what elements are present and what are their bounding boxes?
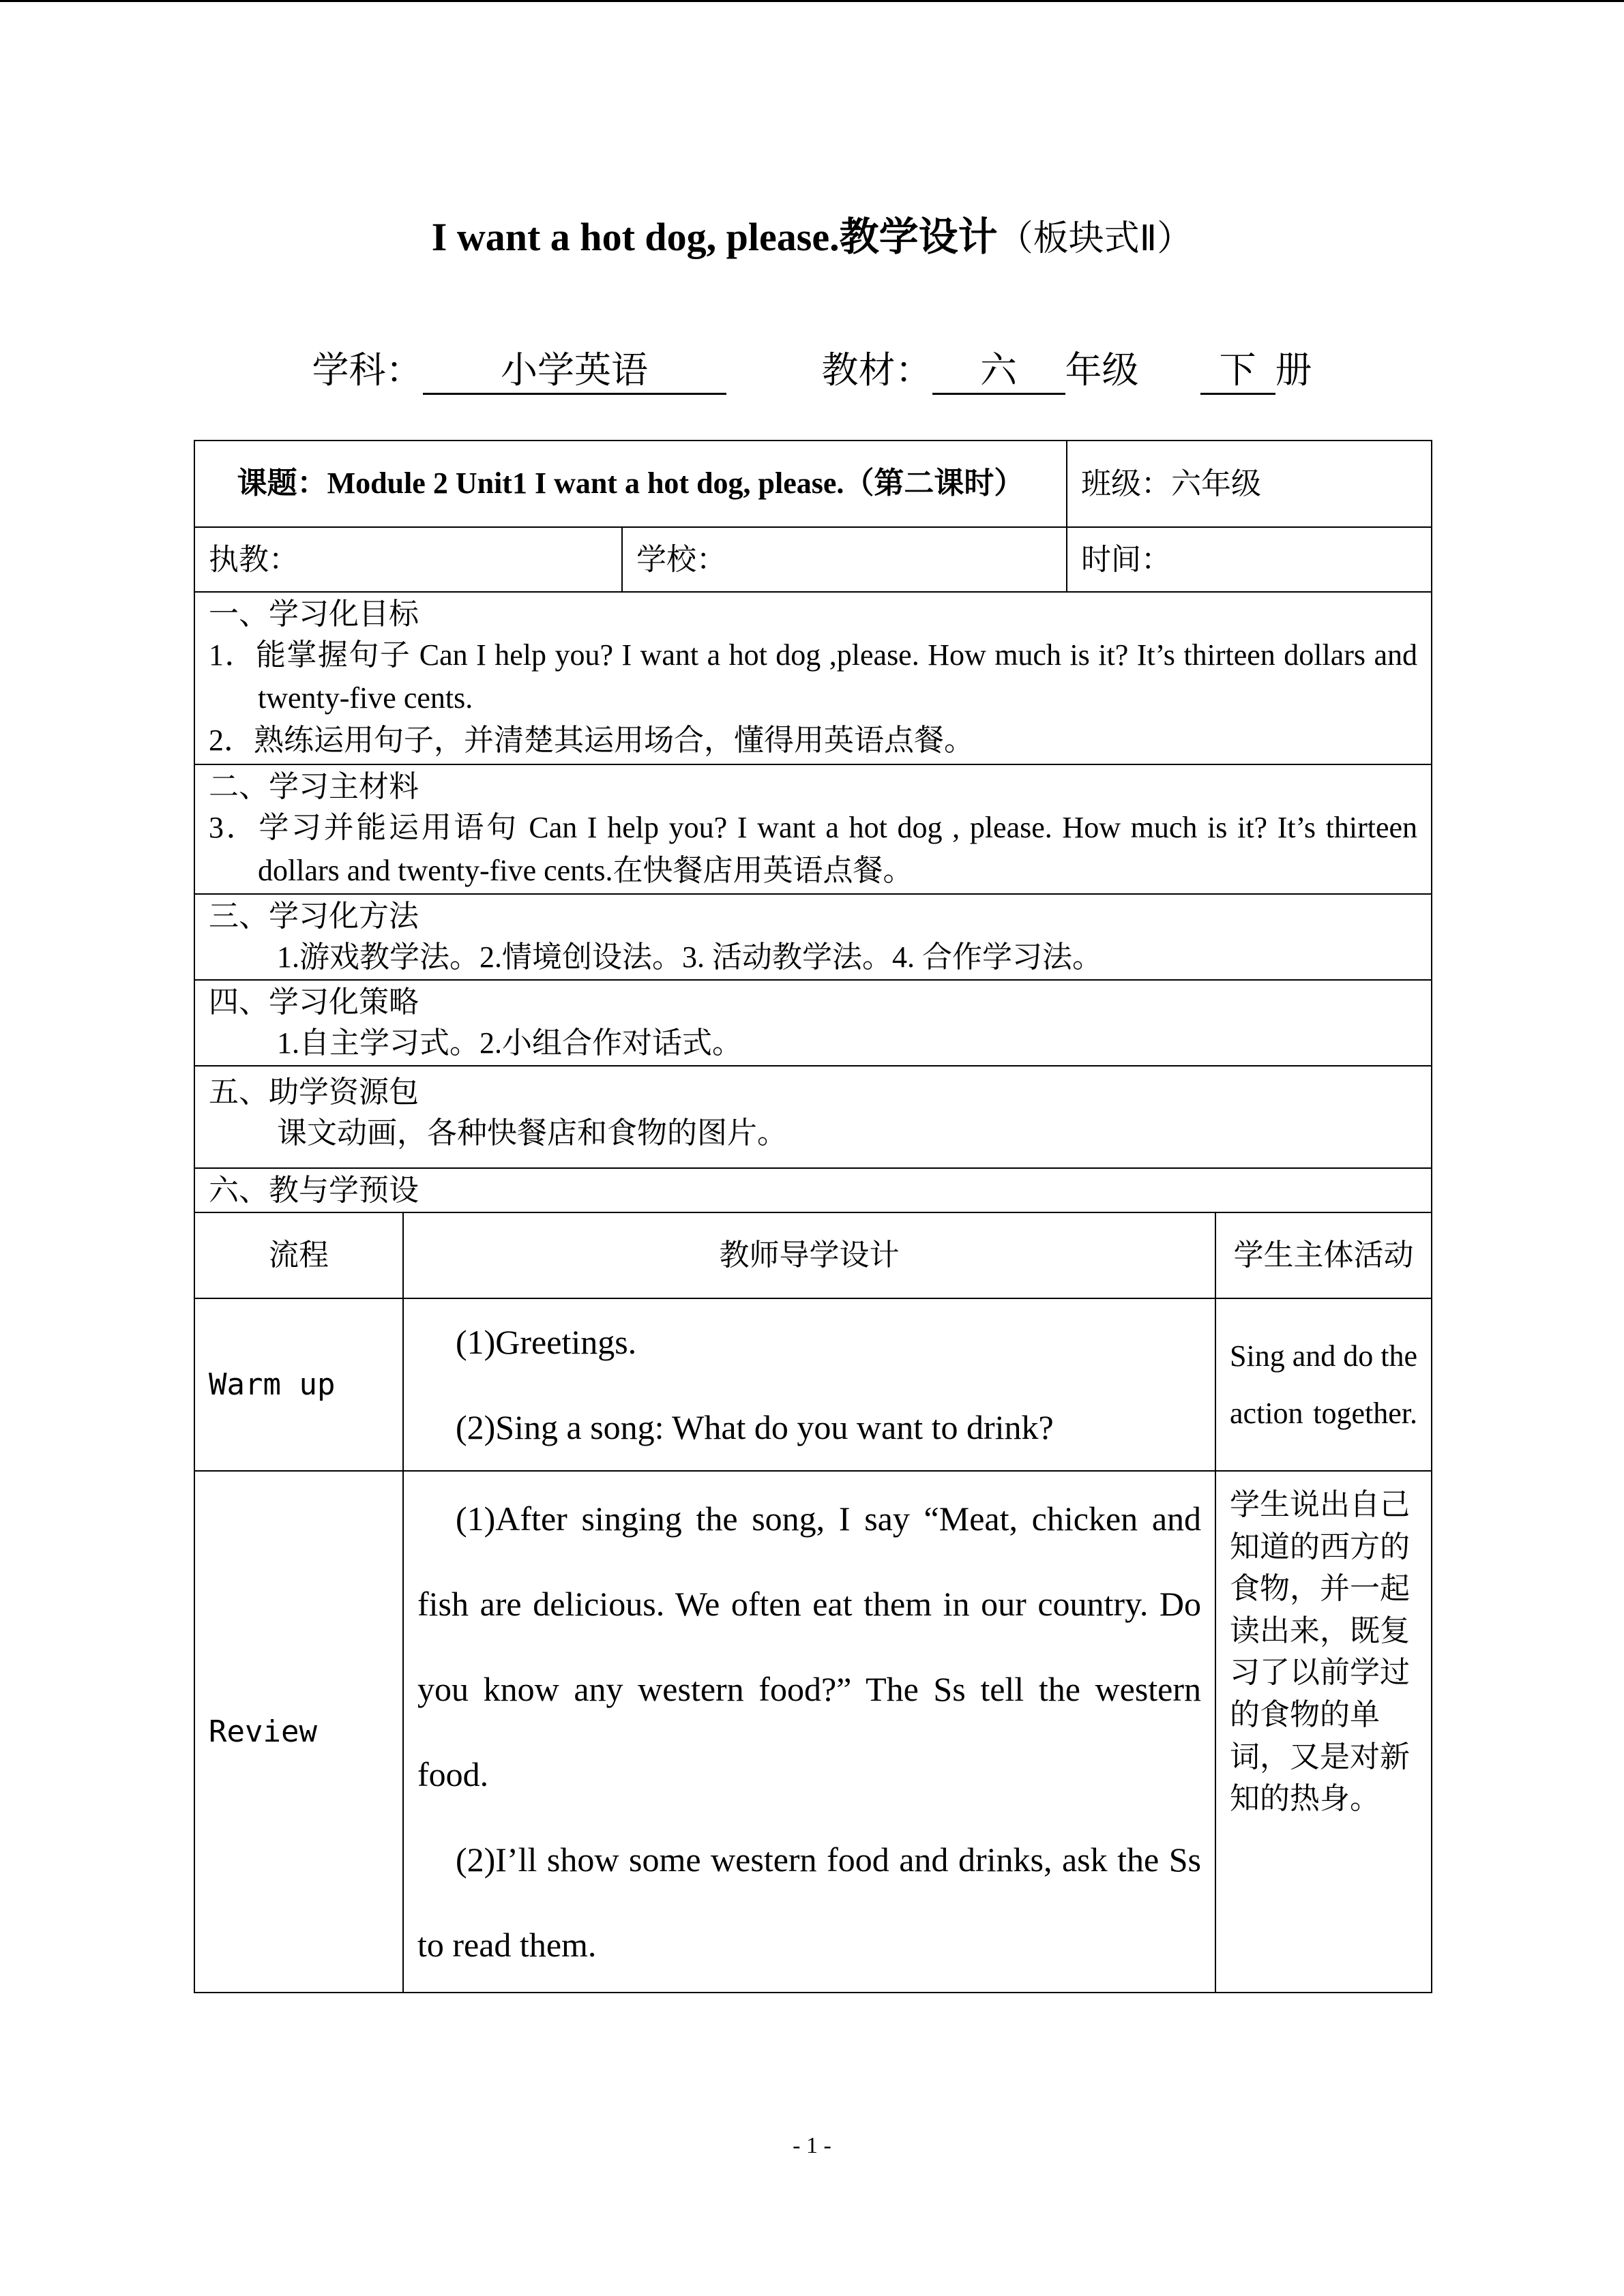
- stage-review: Review: [194, 1471, 403, 1993]
- process-row-review: [194, 1471, 1432, 1993]
- header-teacher-design: 教师导学设计: [403, 1212, 1215, 1298]
- goal-item-1: 1．能掌握句子 Can I help you? I want a hot dog ,please. How much is it? It’s thirteen dollars and twenty-five cents.: [209, 638, 1418, 715]
- title-chinese: 教学设计: [839, 213, 998, 260]
- class-cell: 班级：六年级: [1067, 441, 1432, 527]
- goals-row: [194, 592, 1432, 764]
- header-process: 流程: [194, 1212, 403, 1298]
- materials-row: [194, 764, 1432, 894]
- school-cell: 学校：: [622, 527, 1067, 592]
- textbook-label: 教材：: [821, 348, 932, 391]
- materials-cell: [194, 764, 1432, 894]
- title-english: I want a hot dog, please.: [431, 215, 840, 259]
- topic-row: [194, 441, 1432, 527]
- warmup-step-2: (2)Sing a song: What do you want to drink?: [456, 1407, 1054, 1446]
- presets-title-row: [194, 1168, 1432, 1212]
- presets-title: 六、教与学预设: [209, 1172, 419, 1208]
- page-top-rule: [0, 0, 1624, 2]
- student-activity-warm-up: Sing and do the action together.: [1215, 1298, 1432, 1471]
- strategy-title: 四、学习化策略: [209, 984, 419, 1019]
- goals-title: 一、学习化目标: [209, 597, 419, 632]
- methods-title: 三、学习化方法: [209, 898, 419, 934]
- methods-cell: [194, 894, 1432, 980]
- strategy-cell: [194, 980, 1432, 1066]
- review-step-1: (1)After singing the song, I say “Meat, chicken and fish are delicious. We often eat them in our country. Do you know any western food?” The Ss tell the western food.: [417, 1499, 1202, 1793]
- strategy-text: 1.自主学习式。2.小组合作对话式。: [277, 1026, 742, 1060]
- warmup-step-1: (1)Greetings.: [456, 1322, 637, 1361]
- student-activity-review: 学生说出自己知道的西方的食物，并一起读出来，既复习了以前学过的食物的单词，又是对新知的热身。: [1215, 1471, 1432, 1993]
- document-title: [0, 205, 1624, 262]
- grade-value: 六: [932, 348, 1065, 395]
- grade-label: 年级: [1065, 348, 1139, 391]
- stage-warm-up: Warm up: [194, 1298, 403, 1471]
- info-row: [194, 527, 1432, 592]
- volume-label: 册: [1275, 348, 1312, 391]
- resources-row: [194, 1066, 1432, 1168]
- goals-cell: [194, 592, 1432, 764]
- goal-item-2: 2．熟练运用句子，并清楚其运用场合，懂得用英语点餐。: [209, 724, 974, 758]
- material-item-3: 3．学习并能运用语句 Can I help you? I want a hot dog , please. How much is it? It’s thirteen dollars and twenty-five cents.在快餐店用英语点餐。: [209, 811, 1418, 887]
- materials-title: 二、学习主材料: [209, 769, 419, 804]
- subject-label: 学科：: [312, 348, 423, 391]
- teacher-design-warm-up: [403, 1298, 1215, 1471]
- process-row-warmup: [194, 1298, 1432, 1471]
- resources-cell: [194, 1066, 1432, 1168]
- page-number: - 1 -: [793, 2133, 831, 2158]
- time-cell: 时间：: [1067, 527, 1432, 592]
- lesson-plan-table: [194, 440, 1432, 1993]
- process-header-row: [194, 1212, 1432, 1298]
- volume-value: 下: [1200, 348, 1275, 395]
- review-step-2: (2)I’ll show some western food and drinks, ask the Ss to read them.: [417, 1840, 1202, 1964]
- header-student-activity: 学生主体活动: [1215, 1212, 1432, 1298]
- title-paren: （板块式Ⅱ）: [997, 218, 1193, 259]
- teacher-cell: 执教：: [194, 527, 622, 592]
- presets-cell: [194, 1168, 1432, 1212]
- resources-title: 五、助学资源包: [209, 1075, 419, 1109]
- subject-line: [0, 341, 1624, 395]
- teacher-design-review: [403, 1471, 1215, 1993]
- topic-cell: 课题：Module 2 Unit1 I want a hot dog, please.（第二课时）: [194, 441, 1067, 527]
- methods-row: [194, 894, 1432, 980]
- subject-value: 小学英语: [423, 348, 726, 395]
- strategy-row: [194, 980, 1432, 1066]
- resources-text: 课文动画，各种快餐店和食物的图片。: [277, 1116, 787, 1150]
- methods-text: 1.游戏教学法。2.情境创设法。3. 活动教学法。4. 合作学习法。: [277, 940, 1102, 974]
